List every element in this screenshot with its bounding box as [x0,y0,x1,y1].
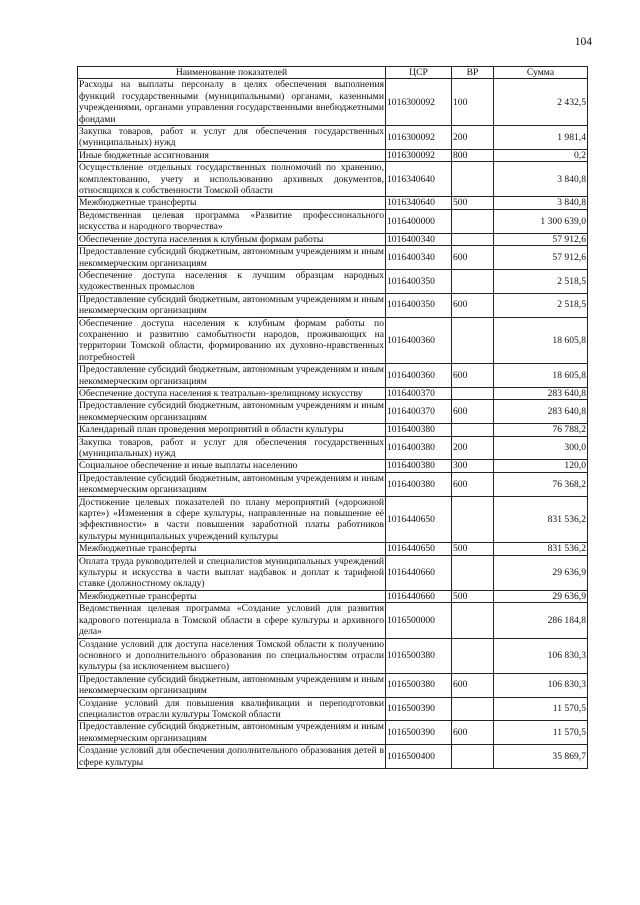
row-sum: 1 300 639,0 [494,209,588,233]
row-sum: 2 432,5 [494,79,588,126]
table-row [78,269,588,293]
row-sum: 2 518,5 [494,269,588,293]
row-sum: 106 830,3 [494,638,588,673]
table-row [78,555,588,590]
row-csr: 1016400370 [386,400,452,424]
table-header-row [78,67,588,79]
row-vr [452,162,494,197]
row-csr: 1016400380 [386,460,452,472]
table-row [78,400,588,424]
row-vr: 500 [452,590,494,602]
row-name: Предоставление субсидий бюджетным, автономным учреждениям и иным некоммерческим организациям [79,472,384,496]
row-sum: 0,2 [494,149,588,161]
row-name: Создание условий для доступа населения Томской области к получению основного и дополнительного образования по специальностям отрасли культуры (за исключением высшего) [79,638,384,673]
row-sum: 18 605,8 [494,364,588,388]
row-sum: 831 536,2 [494,496,588,543]
row-vr: 200 [452,126,494,150]
row-sum: 2 518,5 [494,293,588,317]
row-csr: 1016400350 [386,293,452,317]
row-name: Ведомственная целевая программа «Развитие профессионального искусства и народного творчества» [79,209,384,233]
table-row [78,233,588,245]
row-vr: 600 [452,472,494,496]
row-csr: 1016440660 [386,555,452,590]
row-csr: 1016440660 [386,590,452,602]
row-vr [452,555,494,590]
row-name: Оплата труда руководителей и специалистов муниципальных учреждений культуры и искусства в части выплат надбавок и доплат к тарифной ставке (должностному окладу) [79,555,384,590]
row-vr: 300 [452,460,494,472]
table-row [78,387,588,399]
row-name: Иные бюджетные ассигнования [78,149,386,161]
row-vr [452,697,494,721]
row-vr [452,603,494,638]
row-name: Обеспечение доступа населения к лучшим образцам народных художественных промыслов [79,269,384,293]
row-csr: 1016400350 [386,269,452,293]
row-sum: 29 636,9 [494,590,588,602]
row-vr [452,209,494,233]
row-vr: 600 [452,673,494,697]
header-vr: ВР [452,67,494,79]
row-csr: 1016500390 [386,721,452,745]
row-csr: 1016300092 [386,79,452,126]
row-vr: 600 [452,364,494,388]
page-number: 104 [574,36,592,48]
row-vr [452,317,494,364]
row-vr: 500 [452,543,494,555]
row-name: Календарный план проведения мероприятий в области культуры [78,424,386,436]
header-sum: Сумма [494,67,588,79]
row-name: Обеспечение доступа населения к клубным формам работы по сохранению и развитию самобытности народов, проживающих на территории Томской области, формированию их духовно-нравственных потребностей [79,317,384,363]
budget-table [77,66,588,769]
row-csr: 1016440650 [386,496,452,543]
row-name: Предоставление субсидий бюджетным, автономным учреждениям и иным некоммерческим организациям [79,400,384,423]
row-vr: 500 [452,197,494,209]
row-vr [452,233,494,245]
row-name: Межбюджетные трансферты [78,590,386,602]
header-csr: ЦСР [386,67,452,79]
row-name: Социальное обеспечение и иные выплаты населению [78,460,386,472]
row-name: Закупка товаров, работ и услуг для обеспечения государственных (муниципальных) нужд [79,126,384,149]
row-name: Межбюджетные трансферты [78,543,386,555]
row-sum: 76 788,2 [494,424,588,436]
row-name: Ведомственная целевая программа «Создание условий для развития кадрового потенциала в Томской области в сфере культуры и архивного дела» [79,603,384,638]
row-csr: 1016400360 [386,364,452,388]
row-vr [452,496,494,543]
table-row [78,745,588,769]
row-name: Расходы на выплаты персоналу в целях обеспечения выполнения функций государственными (муниципальными) органами, казенными учреждениями, органами управления государственными внебюджетными фондами [79,79,384,125]
row-csr: 1016400380 [386,472,452,496]
table-row [78,673,588,697]
row-vr: 100 [452,79,494,126]
row-name: Создание условий для повышения квалификации и переподготовки специалистов отрасли культуры Томской области [79,697,384,720]
table-row [78,126,588,150]
row-vr [452,638,494,673]
table-row [78,472,588,496]
row-csr: 1016400360 [386,317,452,364]
row-csr: 1016400380 [386,424,452,436]
row-sum: 831 536,2 [494,543,588,555]
row-csr: 1016500400 [386,745,452,769]
row-csr: 1016400380 [386,436,452,460]
row-name: Создание условий для обеспечения дополнительного образования детей в сфере культуры [79,745,384,768]
row-name: Предоставление субсидий бюджетным, автономным учреждениям и иным некоммерческим организациям [79,673,384,697]
row-vr [452,387,494,399]
row-sum: 286 184,8 [494,603,588,638]
row-csr: 1016300092 [386,126,452,150]
row-sum: 18 605,8 [494,317,588,364]
row-csr: 1016400340 [386,233,452,245]
row-sum: 283 640,8 [494,387,588,399]
row-name: Обеспечение доступа населения к театрально-зрелищному искусству [78,387,386,399]
row-sum: 11 570,5 [494,697,588,721]
table-row [78,364,588,388]
table-row [78,197,588,209]
row-vr: 600 [452,721,494,745]
row-csr: 1016500000 [386,603,452,638]
table-row [78,209,588,233]
row-csr: 1016340640 [386,162,452,197]
table-row [78,603,588,638]
row-csr: 1016400000 [386,209,452,233]
row-sum: 120,0 [494,460,588,472]
table-row [78,79,588,126]
table-row [78,721,588,745]
row-vr [452,424,494,436]
table-row [78,460,588,472]
row-csr: 1016500380 [386,638,452,673]
row-sum: 11 570,5 [494,721,588,745]
table-row [78,246,588,270]
row-sum: 3 840,8 [494,162,588,197]
row-csr: 1016500380 [386,673,452,697]
table-row [78,317,588,364]
row-csr: 1016440650 [386,543,452,555]
table-row [78,590,588,602]
table-row [78,543,588,555]
table-row [78,496,588,543]
row-name: Предоставление субсидий бюджетным, автономным учреждениям и иным некоммерческим организациям [79,246,384,269]
row-sum: 300,0 [494,436,588,460]
row-name: Предоставление субсидий бюджетным, автономным учреждениям и иным некоммерческим организациям [79,721,384,744]
row-csr: 1016400340 [386,246,452,270]
row-sum: 76 368,2 [494,472,588,496]
row-sum: 3 840,8 [494,197,588,209]
row-vr: 600 [452,400,494,424]
row-csr: 1016340640 [386,197,452,209]
row-vr: 200 [452,436,494,460]
row-vr [452,745,494,769]
row-sum: 57 912,6 [494,246,588,270]
row-vr: 800 [452,149,494,161]
row-sum: 283 640,8 [494,400,588,424]
row-vr: 600 [452,246,494,270]
header-name: Наименование показателей [78,67,386,79]
table-row [78,149,588,161]
row-csr: 1016400370 [386,387,452,399]
row-csr: 1016500390 [386,697,452,721]
table-row [78,424,588,436]
row-name: Предоставление субсидий бюджетным, автономным учреждениям и иным некоммерческим организациям [79,293,384,317]
table-row [78,697,588,721]
row-vr [452,269,494,293]
row-name: Предоставление субсидий бюджетным, автономным учреждениям и иным некоммерческим организациям [79,364,384,387]
row-csr: 1016300092 [386,149,452,161]
row-name: Осуществление отдельных государственных полномочий по хранению, комплектованию, учету и использованию архивных документов, относящихся к собственности Томской области [79,162,384,197]
row-sum: 1 981,4 [494,126,588,150]
row-name: Межбюджетные трансферты [78,197,386,209]
table-row [78,162,588,197]
table-row [78,293,588,317]
row-name: Закупка товаров, работ и услуг для обеспечения государственных (муниципальных) нужд [79,436,384,459]
row-sum: 29 636,9 [494,555,588,590]
row-vr: 600 [452,293,494,317]
row-sum: 35 869,7 [494,745,588,769]
row-sum: 57 912,6 [494,233,588,245]
row-sum: 106 830,3 [494,673,588,697]
row-name: Обеспечение доступа населения к клубным формам работы [78,233,386,245]
row-name: Достижение целевых показателей по плану мероприятий («дорожной карте») «Изменения в сфере культуры, направленные на повышение её эффективности» в части повышения заработной платы работников культуры муниципальных учреждений культуры [79,496,384,542]
table-row [78,436,588,460]
table-row [78,638,588,673]
